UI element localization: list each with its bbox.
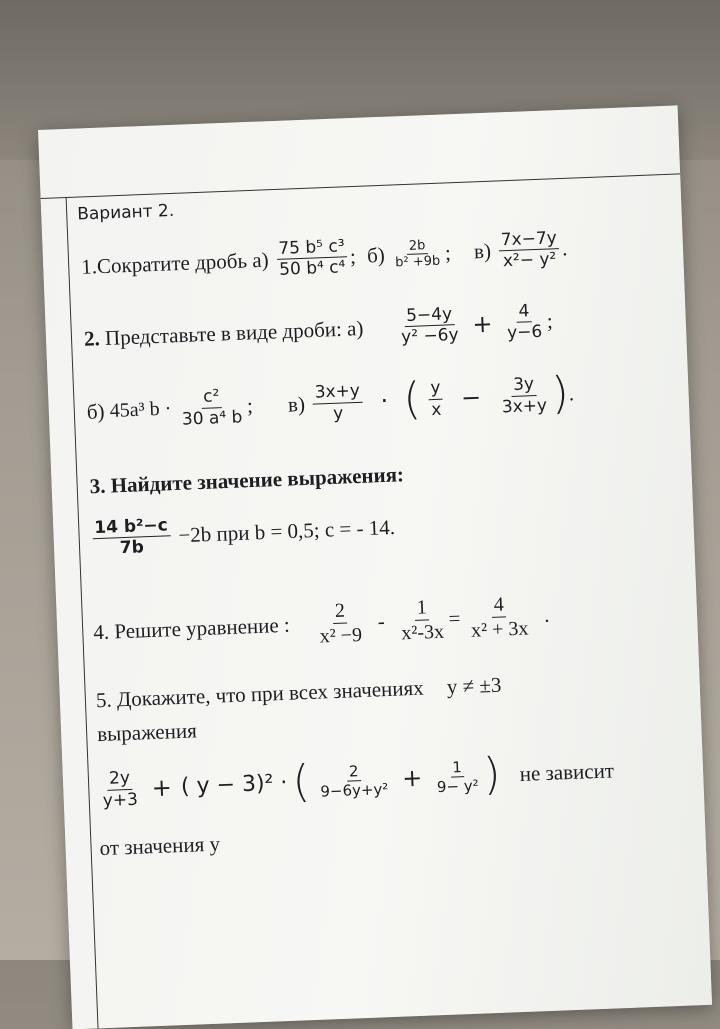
task5-plus1: +: [151, 773, 173, 803]
task5-f1-numerator: 2y: [107, 768, 133, 790]
task2-c-end: .: [568, 381, 575, 406]
task2-c-dot: ·: [380, 386, 389, 416]
task1-a-numerator: 75 b⁵ c³: [276, 236, 347, 260]
task1: [81, 228, 569, 288]
task2-c-minus: −: [460, 383, 482, 412]
task5-line1: [95, 673, 501, 714]
task3-rest: −2b при b = 0,5; с = - 14.: [177, 514, 396, 548]
task1-b-label: б): [366, 243, 386, 268]
task1-a-fraction: [276, 236, 348, 280]
task2-a-operator: +: [471, 309, 494, 339]
task5-plus2: +: [401, 763, 423, 793]
task2-c-f2-denominator: x: [430, 399, 442, 420]
task2-b-expression: 45a³ b ·: [109, 397, 172, 422]
task5-f2-numerator: 2: [347, 762, 361, 782]
task4: [92, 591, 550, 657]
task2-c-fraction3: [499, 374, 550, 418]
task2-b-denominator: 30 a⁴ b: [181, 406, 243, 430]
task1-c-label: в): [473, 239, 492, 264]
task2-a-f1-numerator: 5−4y: [404, 304, 455, 327]
task4-end: .: [543, 602, 550, 627]
task5-f3-denominator: 9− y²: [436, 776, 480, 796]
task3-number: 3.: [89, 473, 106, 499]
task1-b-denominator: b² +9b: [395, 254, 441, 271]
task2-c-f1-denominator: y: [332, 403, 344, 424]
task2-a-f1-denominator: y² −6y: [400, 325, 460, 348]
task3-denominator: 7b: [119, 537, 145, 559]
task2-a-fraction2: [504, 301, 545, 344]
task5-f3-numerator: 1: [450, 758, 464, 778]
task2-c-fraction1: [312, 381, 363, 425]
task1-c-end: .: [561, 236, 568, 261]
right-paren-icon: ): [482, 748, 502, 801]
task2-a-f2-numerator: 4: [516, 301, 532, 323]
left-paren-icon: (: [402, 373, 422, 426]
task2-b-end: ;: [246, 393, 254, 418]
task2-a-label: а): [346, 316, 364, 341]
task4-operator2: =: [448, 606, 461, 631]
task3-prompt: Найдите значение выражения:: [110, 462, 405, 498]
task1-c-numerator: 7x−7y: [498, 228, 559, 252]
top-rule-line: [41, 173, 681, 199]
task4-fraction1: [316, 598, 364, 649]
task1-c-fraction: [498, 228, 560, 272]
task2-number: 2.: [83, 326, 101, 351]
task2-bc: [86, 367, 575, 435]
task1-a-sep: ;: [349, 244, 357, 269]
task3-fraction: [92, 515, 171, 560]
task4-f2-denominator: x²-3x: [401, 620, 445, 645]
right-paren-icon: ): [550, 367, 570, 420]
task4-fraction3: [468, 591, 531, 642]
task1-b-numerator: 2b: [407, 238, 428, 255]
left-paren-icon: (: [291, 756, 311, 808]
task4-f1-denominator: x² −9: [319, 623, 363, 648]
task5-line4: от значения y: [99, 831, 221, 861]
task2-b-numerator: c²: [201, 386, 222, 408]
task5-fraction3: [434, 757, 481, 796]
task2-c-f3-numerator: 3y: [511, 374, 537, 396]
task4-f1-numerator: 2: [332, 599, 347, 625]
task2-a-end: ;: [546, 308, 554, 333]
task2: [83, 300, 553, 360]
task5-fraction2: [317, 760, 390, 800]
worksheet-paper: [38, 105, 712, 1029]
task4-f2-numerator: 1: [414, 595, 429, 621]
task4-prompt: 4. Решите уравнение :: [92, 612, 291, 645]
task3-expression: [89, 507, 396, 560]
task3-numerator: 14 b²−c: [92, 515, 170, 539]
task2-c-label: в): [287, 391, 306, 417]
task2-b-label: б): [86, 399, 105, 424]
task2-c-f3-denominator: 3x+y: [501, 395, 548, 417]
task1-c-denominator: x²− y²: [502, 249, 557, 272]
task5-line2: выражения: [96, 718, 198, 747]
task2-c-f2-numerator: y: [428, 378, 443, 400]
task1-b-fraction: [392, 237, 442, 271]
task5-statement: 5. Докажите, что при всех значениях: [95, 675, 425, 713]
task3: [89, 462, 404, 499]
task1-prompt: 1.Сократите дробь: [80, 248, 248, 279]
task2-b-fraction: [179, 385, 245, 429]
task2-c-f1-numerator: 3x+y: [312, 381, 362, 404]
task4-f3-denominator: x² + 3x: [470, 617, 529, 642]
task4-fraction2: [398, 595, 447, 646]
task2-prompt: Представьте в виде дроби:: [104, 316, 343, 350]
task5-expression: [97, 748, 615, 812]
task5-square-term: ( y − 3)² ·: [180, 770, 288, 800]
task4-f3-numerator: 4: [491, 592, 506, 618]
variant-heading: Вариант 2.: [76, 200, 175, 225]
task5-condition: y ≠ ±3: [446, 672, 502, 699]
task2-a-fraction1: [398, 304, 461, 348]
task5-f1-denominator: y+3: [102, 789, 139, 811]
task1-a-denominator: 50 b⁴ c⁴: [278, 257, 346, 281]
task4-operator1: -: [377, 609, 386, 634]
task5-fraction1: [100, 768, 141, 811]
task2-c-fraction2: [428, 378, 444, 420]
task5-f2-denominator: 9−6y+y²: [320, 779, 389, 801]
task2-a-f2-denominator: y−6: [506, 322, 543, 344]
task1-a-label: а): [251, 247, 270, 273]
task5-tail: не зависит: [519, 757, 615, 786]
task1-b-sep: ;: [444, 240, 452, 265]
